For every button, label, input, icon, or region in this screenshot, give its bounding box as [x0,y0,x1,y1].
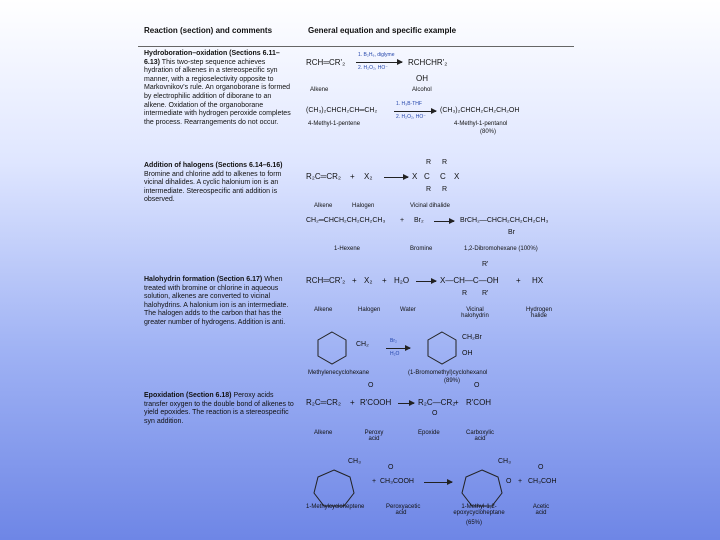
hal-eq2-alkene: CH₂═CHCH₂CH₂CH₂CH₃ [306,217,386,224]
hydro-eq1-alcohol: RCHCHR'₂ [408,58,448,67]
hh-cap-water: Water [400,307,416,313]
hh-cap-halohydrin: Vicinal halohydrin [461,307,489,319]
hydro-cap-sm: 4-Methyl-1-pentene [308,121,361,127]
hh-hx: HX [532,276,544,285]
hydro-eq1-reagent2: 2. H₂O₂, HO⁻ [358,65,388,71]
halogen-equations [304,146,574,262]
halohydrin-body: When treated with bromine or chlorine in aqueous solution, alkenes are converted to vicinal halohydrins. A halonium ion is an intermediate. The halogen adds to the carbon that has the greater number of hydrogens. Addition is anti. [144,276,289,326]
ep-cap-product: 1-Methyl-1,2-epoxycycloheptane [453,504,505,516]
reaction-arrow [424,482,452,483]
ep-o-peracetic: O [388,464,394,471]
hal-cap-dihalide: Vicinal dihalide [410,203,450,209]
reaction-arrow [356,62,402,63]
ep-cap-yield: (65%) [466,520,483,526]
hydroboration-title: Hydroboration–oxidation (Sections 6.11–6.13) [144,50,280,66]
hh-reag-br2: Br₂ [390,338,397,344]
ep-o-acid: O [474,382,480,389]
hh-cap-sm: Methylenecyclohexane [308,370,370,376]
hal-c2: C [440,172,446,181]
ep-peracetic: CH₃COOH [380,478,414,485]
hal-x-right: X [454,172,460,181]
ep-plus4: + [518,478,523,485]
hh-cap-yield: (89%) [444,378,461,384]
hal-cap-bromine: Bromine [410,246,433,252]
reaction-arrow [394,111,436,112]
header-equation: General equation and specific example [308,26,457,35]
ep-cap-carboxylic: Carboxylic acid [465,430,494,442]
hal-eq2-br2: Br₂ [414,217,424,224]
ep-plus2: + [454,398,459,407]
table-header [138,22,574,47]
ep-eq1-alkene: R₂C═CR₂ [306,398,341,407]
hydroboration-body: This two-step sequence achieves hydration of alkenes in a stereospecific syn manner, with a regioselectivity opposite to Markovnikov's rule. An organoborane is formed by electrophilic addition of diborane to an alkene. Oxidation of the organoborane intermediate with hydrogen peroxide completes the process. Rearrangements do not occur. [144,58,291,126]
halogen-body: Bromine and chlorine add to alkenes to form vicinal dihalides. A cyclic halonium ion is an intermediate. Stereospecific anti addition is observed. [144,170,282,204]
hal-eq2-plus: + [400,217,405,224]
methylenecyclohexane-ring [312,328,352,368]
hal-eq1-alkene: R₂C═CR₂ [306,172,341,181]
hh-rp-bottom: R' [482,290,489,297]
hydroboration-description [144,50,294,127]
reaction-arrow [398,403,414,404]
ep-ch3-product: CH₃ [498,458,511,465]
hh-eq1-alkene: RCH═CR'₂ [306,276,346,285]
ep-cap-peroxy: Peroxy acid [364,430,384,442]
ep-acid: R'COH [466,398,492,407]
reaction-arrow [416,281,436,282]
hal-x-left: X [412,172,418,181]
hal-eq1-x2: X₂ [364,172,373,181]
hh-ch2br: CH₂Br [462,334,482,341]
hh-reag-h2o: H₂O [390,351,400,357]
hal-cap-hexene: 1-Hexene [334,246,361,252]
ep-cap-reagent: Peroxyacetic acid [386,504,421,516]
reaction-arrow [434,221,454,222]
hal-eq2-product: BrCH₂—CHCH₂CH₂CH₂CH₃ [460,217,549,224]
hydro-eq2-alkene: (CH₃)₂CHCH₂CH═CH₂ [306,107,378,114]
hydro-eq1-oh: OH [416,74,428,83]
hal-c1: C [424,172,430,181]
epoxidation-body: Peroxy acids transfer oxygen to the double bond of alkenes to yield epoxides. The reaction is a stereospecific syn addition. [144,392,294,425]
row-halogen-addition [138,146,574,262]
hh-x2: X₂ [364,276,373,285]
hh-product: X—CH—C—OH [440,276,499,285]
hh-cap-alkene: Alkene [314,307,333,313]
hh-cap-halogen: Halogen [358,307,381,313]
reaction-arrow [384,177,408,178]
hal-eq1-plus: + [350,172,355,181]
hydro-eq2-reagent1: 1. H₃B·THF [396,101,422,107]
ep-ch3-sm: CH₃ [348,458,361,465]
hh-plus1: + [352,276,357,285]
halogen-description [144,162,294,205]
hh-rp-top: R' [482,261,489,268]
ep-plus1: + [350,398,355,407]
halohydrin-equations [304,252,574,388]
header-reaction: Reaction (section) and comments [144,26,273,35]
epoxidation-equations [304,378,574,528]
hal-eq2-br: Br [508,229,515,236]
hal-cap-halogen: Halogen [352,203,375,209]
hal-cap-alkene: Alkene [314,203,333,209]
hydro-eq1-alkene: RCH═CR'₂ [306,58,346,67]
hh-h2o: H₂O [394,276,410,285]
ep-cap-alkene: Alkene [314,430,333,436]
hal-r-top2: R [442,159,448,166]
reaction-arrow [386,348,410,349]
hydro-cap-yield: (80%) [480,129,497,135]
hh-plus3: + [516,276,521,285]
ep-o-product: O [506,478,512,485]
cyclohexanol-ring [422,328,462,368]
reaction-summary-table [138,12,574,534]
ep-peroxyacid: R'COOH [360,398,392,407]
halohydrin-title: Halohydrin formation (Section 6.17) [144,276,263,283]
hh-r-bottom: R [462,290,468,297]
halohydrin-description [144,276,294,328]
hydro-cap-alcohol: Alcohol [412,87,432,93]
ep-o-epoxide: O [432,410,438,417]
row-halohydrin [138,252,574,388]
row-epoxidation [138,378,574,528]
hydro-cap-alkene: Alkene [310,87,329,93]
ep-cap-acid: Acetic acid [532,504,550,516]
ep-cap-epoxide: Epoxide [418,430,440,436]
halogen-title: Addition of halogens (Sections 6.14–6.16) [144,162,283,169]
hydro-cap-product: 4-Methyl-1-pentanol [454,121,508,127]
hydro-eq1-reagent1: 1. B₂H₆, diglyme [358,52,395,58]
hydro-eq2-reagent2: 2. H₂O₂, HO⁻ [396,114,426,120]
ep-cap-sm: 1-Methylcycloheptene [306,504,365,510]
ep-o-acetic: O [538,464,544,471]
ep-acetic: CH₃COH [528,478,557,485]
epoxidation-description [144,392,294,426]
hal-cap-product: 1,2-Dibromohexane (100%) [464,246,538,252]
hydro-eq2-alcohol: (CH₃)₂CHCH₂CH₂CH₂OH [440,107,520,114]
hh-oh: OH [462,350,473,357]
ep-epoxide: R₂C—CR₂ [418,398,456,407]
hal-r-bottom2: R [442,186,448,193]
hh-cap-hx: Hydrogen halide [525,307,552,319]
hh-plus2: + [382,276,387,285]
ep-plus3: + [372,478,377,485]
hh-cap-product: (1-Bromomethyl)cyclohexanol [408,370,488,376]
hh-ch2: CH₂ [356,341,369,348]
hal-r-top1: R [426,159,432,166]
hal-r-bottom1: R [426,186,432,193]
ep-o-peroxy: O [368,382,374,389]
epoxidation-title: Epoxidation (Section 6.18) [144,392,232,399]
